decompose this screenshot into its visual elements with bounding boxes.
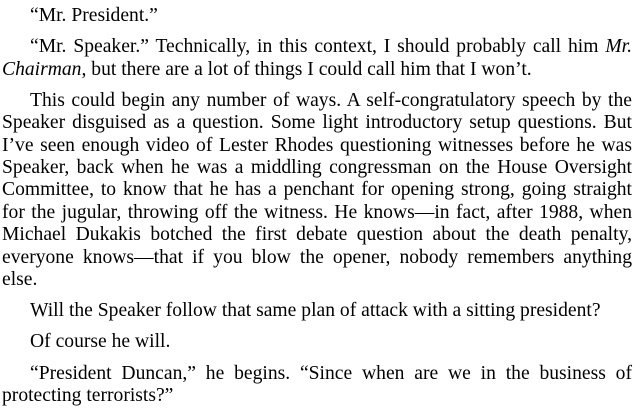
paragraph-4-text: Will the Speaker follow that same plan of attack with a sitting president?: [30, 300, 601, 322]
paragraph-5-text: Of course he will.: [30, 331, 171, 353]
paragraph-2-text-before: “Mr. Speaker.” Technically, in this context, I should probably call him: [30, 36, 606, 58]
paragraph-1: [2, 5, 632, 27]
paragraph-1-text: “Mr. President.”: [30, 5, 158, 26]
paragraph-3: [2, 90, 632, 292]
paragraph-6-text: “President Duncan,” he begins. “Since when are we in the business of protecting terrorists?”: [2, 362, 632, 407]
paragraph-4: [2, 300, 632, 322]
paragraph-2-italic-phrase: Mr. Chairman: [2, 36, 632, 80]
paragraph-2: [2, 36, 632, 81]
paragraph-3-text: This could begin any number of ways. A self-congratulatory speech by the Speaker disguised as a question. Some light introductory setup questions. But I’ve seen enough video of Lester Rhodes questioning witnesses before he was Speaker, back when he was a middling congressman on the House Oversight Committee, to know that he has a penchant for opening strong, going straight for the jugular, throwing off the witness. He knows—in fact, after 1988, when Michael Dukakis botched the first debate question about the death penalty, everyone knows—that if you blow the opener, nobody remembers anything else.: [2, 89, 632, 291]
paragraph-6: [2, 363, 632, 408]
paragraph-2-text-after: , but there are a lot of things I could call him that I won’t.: [81, 58, 532, 80]
paragraph-5: [2, 331, 632, 353]
